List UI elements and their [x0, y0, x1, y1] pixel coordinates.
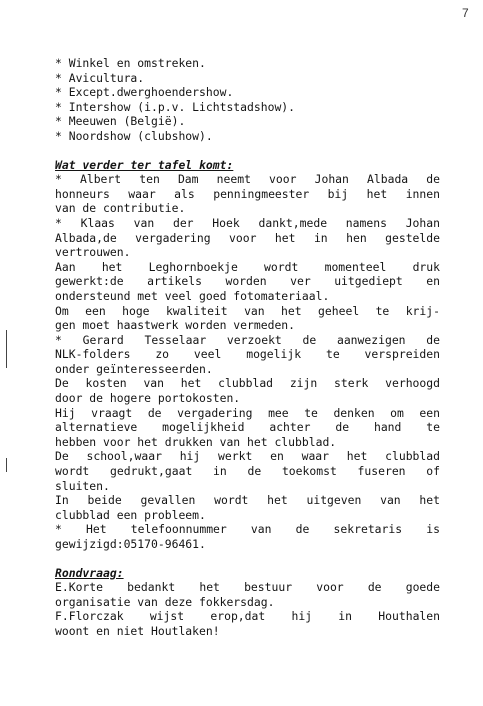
- list-item: * Avicultura.: [55, 70, 145, 85]
- paragraph-line: Om een hoge kwaliteit van het geheel te krij-: [55, 303, 440, 318]
- section-questions: [55, 566, 440, 639]
- paragraph-line: clubblad een probleem.: [55, 507, 206, 522]
- list-item: * Noordshow (clubshow).: [55, 128, 213, 143]
- paragraph-line: * Het telefoonnummer van de sekretaris is: [55, 522, 440, 537]
- shows-list: [55, 56, 440, 144]
- document-body: [55, 56, 440, 639]
- binding-mark: [6, 458, 7, 472]
- paragraph-line: NLK-folders zo veel mogelijk te verspreiden: [55, 347, 440, 362]
- paragraph-line: gen moet haastwerk worden vermeden.: [55, 318, 296, 333]
- paragraph-line: woont en niet Houtlaken!: [55, 623, 220, 638]
- paragraph-line: F.Florczak wijst erop,dat hij in Houthalen: [55, 609, 440, 624]
- paragraph-line: gewijzigd:05170-96461.: [55, 537, 206, 551]
- paragraph-line: * Albert ten Dam neemt voor Johan Albada de: [55, 172, 440, 187]
- paragraph-line: In beide gevallen wordt het uitgeven van het: [55, 493, 440, 508]
- binding-mark: [6, 330, 7, 368]
- paragraph-line: door de hogere portokosten.: [55, 391, 241, 406]
- paragraph-line: E.Korte bedankt het bestuur voor de goede: [55, 580, 440, 595]
- paragraph-line: vertrouwen.: [55, 245, 131, 260]
- paragraph-line: Albada,de vergadering voor het in hen gestelde: [55, 230, 440, 245]
- list-item: * Except.dwerghoendershow.: [55, 85, 234, 100]
- paragraph-line: onder geïnteresseerden.: [55, 361, 213, 376]
- paragraph-line: wordt gedrukt,gaat in de toekomst fuseren of: [55, 464, 440, 479]
- paragraph-line: gewerkt:de artikels worden ver uitgediept en: [55, 274, 440, 289]
- paragraph-line: Aan het Leghornboekje wordt momenteel druk: [55, 259, 440, 274]
- paragraph-line: De school,waar hij werkt en waar het clubblad: [55, 449, 440, 464]
- list-item: * Meeuwen (België).: [55, 114, 186, 129]
- paragraph-line: De kosten van het clubblad zijn sterk verhoogd: [55, 376, 440, 391]
- list-item: * Intershow (i.p.v. Lichtstadshow).: [55, 99, 296, 114]
- paragraph-line: honneurs waar als penningmeester bij het innen: [55, 186, 440, 201]
- paragraph-line: alternatieve mogelijkheid achter de hand te: [55, 420, 440, 435]
- paragraph-line: organisatie van deze fokkersdag.: [55, 594, 275, 609]
- paragraph-line: hebben voor het drukken van het clubblad.: [55, 434, 337, 449]
- paragraph-line: ondersteund met veel goed fotomateriaal.: [55, 288, 330, 303]
- section-other-matters: [55, 158, 440, 552]
- paragraph-line: * Gerard Tesselaar verzoekt de aanwezigen de: [55, 332, 440, 347]
- section-heading: Rondvraag:: [55, 565, 124, 580]
- paragraph-line: * Klaas van der Hoek dankt,mede namens Johan: [55, 215, 440, 230]
- list-item: * Winkel en omstreken.: [55, 56, 206, 70]
- paragraph-line: Hij vraagt de vergadering mee te denken om een: [55, 405, 440, 420]
- page-number: 7: [462, 6, 469, 20]
- paragraph-line: van de contributie.: [55, 201, 186, 216]
- section-heading: Wat verder ter tafel komt:: [55, 157, 234, 172]
- paragraph-line: sluiten.: [55, 478, 110, 493]
